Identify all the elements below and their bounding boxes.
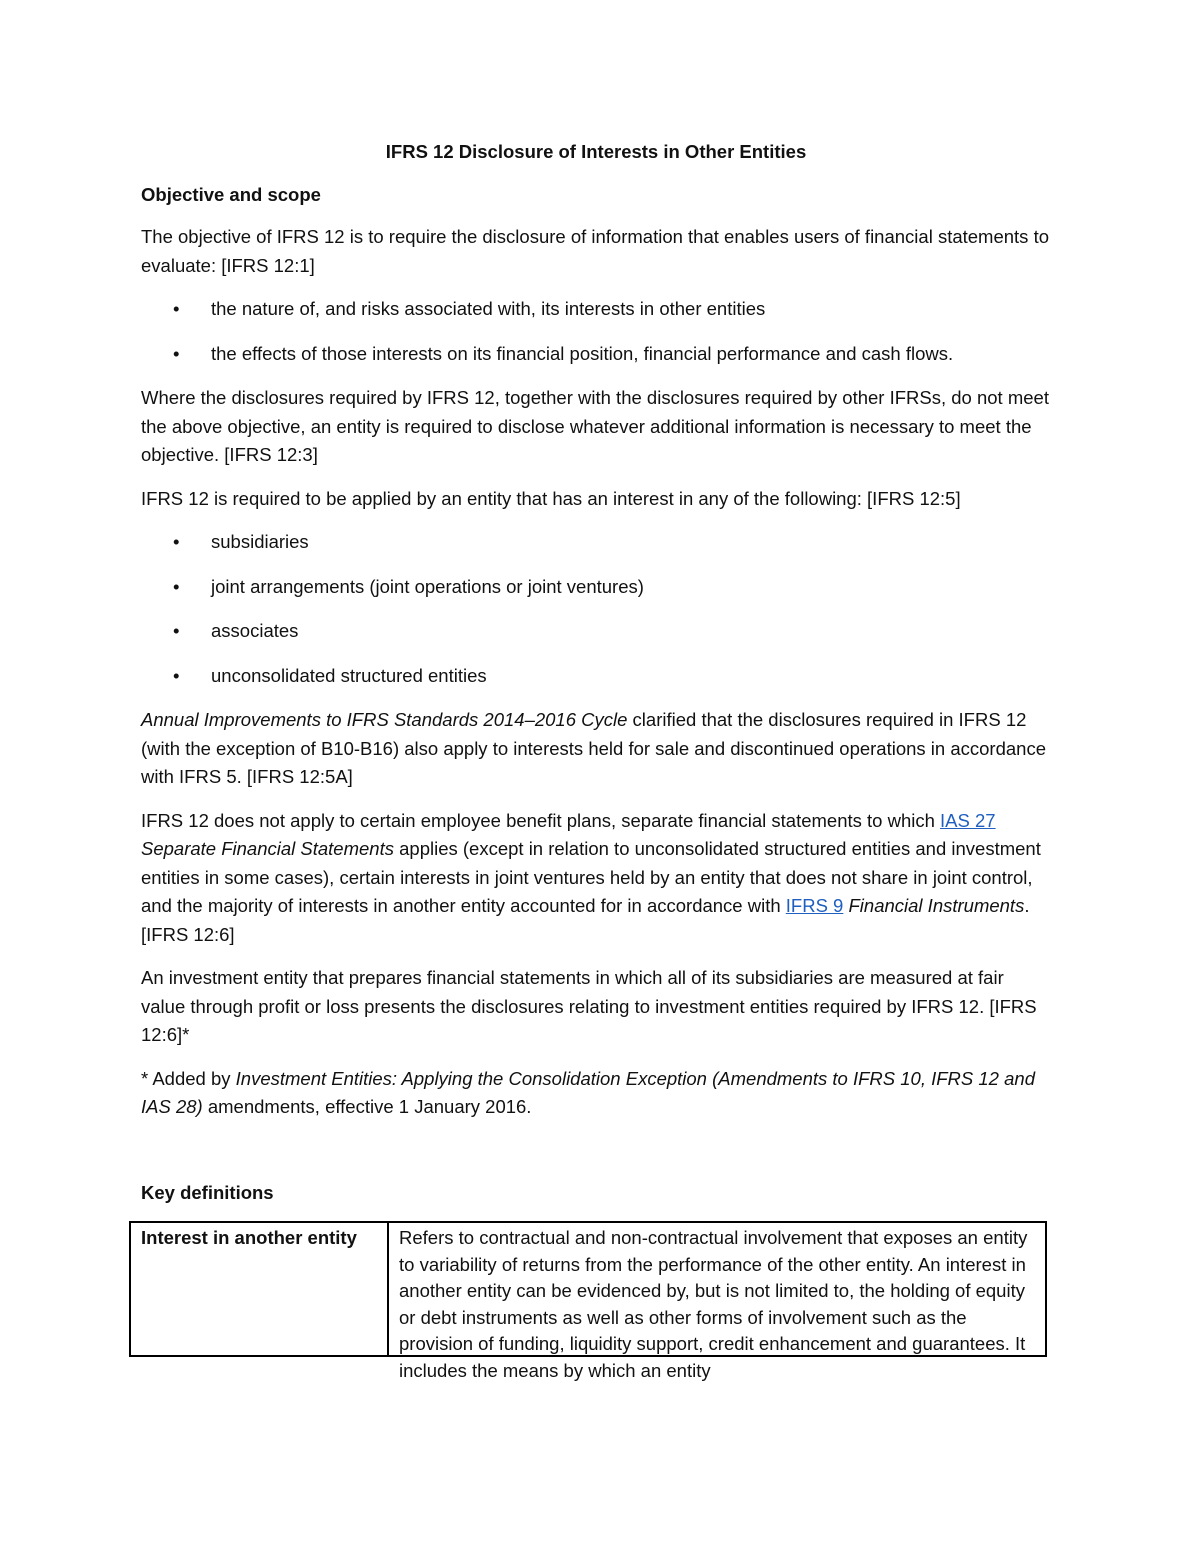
- list-item: • the effects of those interests on its financial position, financial performance and cash flows.: [141, 340, 1051, 369]
- bullet-icon: •: [173, 575, 180, 597]
- paragraph-investment-entity: An investment entity that prepares financial statements in which all of its subsidiaries are measured at fair value through profit or loss presents the disclosures relating to investment entities required by IFRS 12. [IFRS 12:6]*: [141, 967, 1037, 1045]
- paragraph-footnote: * Added by Investment Entities: Applying the Consolidation Exception (Amendments to IFRS 10, IFRS 12 and IAS 28) amendments, effective 1 January 2016.: [141, 1067, 1035, 1117]
- spacer: [141, 1137, 1051, 1179]
- list-item: • the nature of, and risks associated with, its interests in other entities: [141, 295, 1051, 324]
- list-item: • subsidiaries: [141, 528, 1051, 557]
- bullet-list-scope: [141, 528, 1051, 690]
- definitions-table: [129, 1221, 1047, 1381]
- list-item: • associates: [141, 617, 1051, 646]
- paragraph-scope: IFRS 12 is required to be applied by an entity that has an interest in any of the following: [IFRS 12:5]: [141, 487, 961, 509]
- section-heading-key-definitions: Key definitions: [141, 1181, 274, 1203]
- bullet-icon: •: [173, 620, 180, 641]
- ifrs9-link[interactable]: IFRS 9: [785, 895, 844, 916]
- paragraph-additional-info: Where the disclosures required by IFRS 12, together with the disclosures required by other IFRSs, do not meet the above objective, an entity is required to disclose whatever additional information is necessary to meet the objective. [IFRS 12:3]: [141, 387, 1049, 465]
- list-item: • joint arrangements (joint operations or joint ventures): [141, 573, 1051, 602]
- bullet-icon: •: [173, 298, 180, 319]
- definition-term: Interest in another entity: [130, 1222, 388, 1356]
- section-heading-objective: Objective and scope: [141, 183, 321, 205]
- bullet-icon: •: [173, 342, 180, 364]
- bullet-list-objective: [141, 295, 1051, 368]
- list-item: • unconsolidated structured entities: [141, 662, 1051, 691]
- table-row: [130, 1222, 1046, 1356]
- paragraph-annual-improvements: Annual Improvements to IFRS Standards 2014–2016 Cycle clarified that the disclosures required in IFRS 12 (with the exception of B10-B16) also apply to interests held for sale and discontinued operations in accordance with IFRS 5. [IFRS 12:5A]: [141, 709, 1046, 787]
- document-page: [141, 138, 1051, 1381]
- bullet-icon: •: [173, 531, 180, 552]
- definition-text: Refers to contractual and non-contractual involvement that exposes an entity to variability of returns from the performance of the other entity. An interest in another entity can be evidenced by, but is not limited to, the holding of equity or debt instruments as well as other forms of involvement such as the provision of funding, liquidity support, credit enhancement and guarantees. It includes the means by which an entity: [399, 1227, 1028, 1381]
- paragraph-exclusions: IFRS 12 does not apply to certain employee benefit plans, separate financial statements to which IAS 27 Separate Financial Statements applies (except in relation to unconsolidated structured entities and investment entities in some cases), certain interests in joint ventures held by an entity that does not share in joint control, and the majority of interests in another entity accounted for in accordance with IFRS 9 Financial Instruments. [IFRS 12:6]: [141, 809, 1041, 945]
- paragraph-objective: The objective of IFRS 12 is to require the disclosure of information that enables users of financial statements to evaluate: [IFRS 12:1]: [141, 226, 1049, 276]
- bullet-icon: •: [173, 664, 180, 686]
- ias27-link[interactable]: IAS 27: [940, 809, 996, 831]
- definition-text-cell: [388, 1222, 1046, 1381]
- document-title: IFRS 12 Disclosure of Interests in Other Entities: [385, 141, 807, 162]
